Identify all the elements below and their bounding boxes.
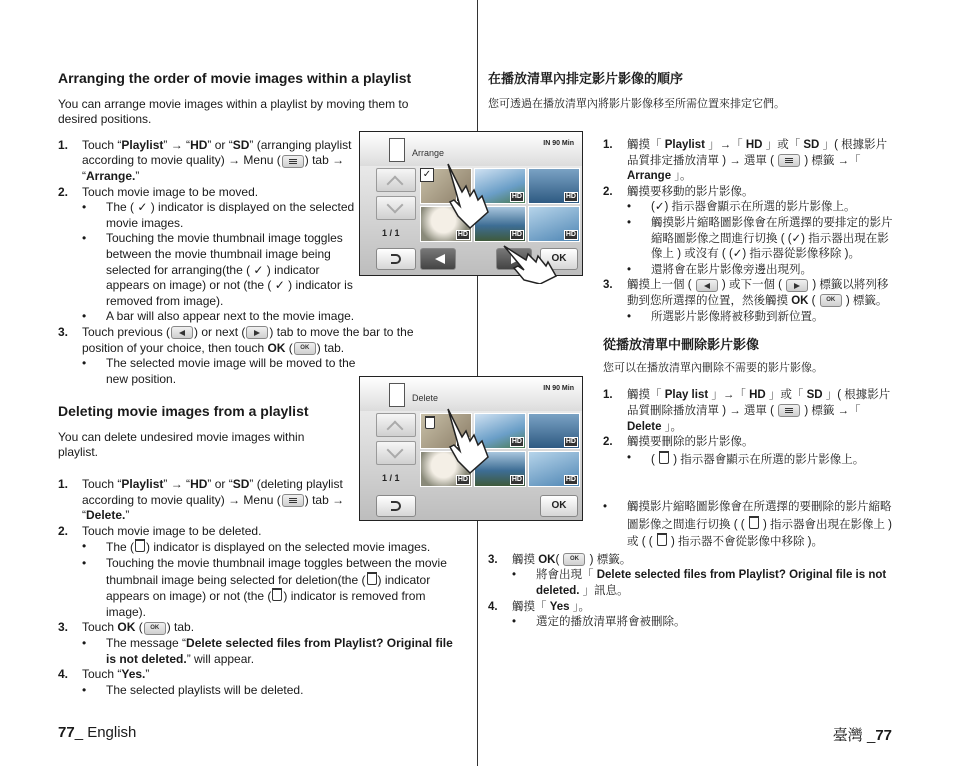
menu-icon bbox=[778, 404, 800, 417]
text: ) 指示器會出現在影像上 ) 或 ( ( bbox=[627, 518, 892, 549]
hd-badge: HD bbox=[565, 193, 576, 200]
previous-icon bbox=[696, 279, 718, 292]
text: ” or “ bbox=[207, 137, 233, 152]
text: 」訊息。 bbox=[579, 584, 629, 597]
trash-icon bbox=[425, 416, 435, 429]
bullet bbox=[512, 615, 895, 631]
zh-step-3 bbox=[603, 278, 895, 325]
bullet-dot: • bbox=[603, 501, 608, 513]
time-remaining: 90 Min bbox=[552, 385, 574, 392]
bullet bbox=[627, 451, 895, 469]
trash-icon bbox=[367, 572, 377, 585]
text: ” (arranging playlist according to movie quality) → Menu ( bbox=[82, 137, 352, 168]
text: 觸摸影片縮略圖影像會在所選擇的要排定的影片縮略圖影像之間進行切換 ( (✓) 指示器出現在影像上 ) 或沒有 ( (✓) 指示器從影像移除 )。 bbox=[651, 216, 893, 261]
text: ) tab. bbox=[166, 620, 195, 635]
text: ( bbox=[808, 294, 819, 307]
step-number: 3. bbox=[58, 620, 69, 635]
text: Touch movie image to be moved. bbox=[82, 184, 259, 199]
text: 觸摸要刪除的影片影像。 bbox=[627, 436, 754, 449]
text: ) 標籤。 bbox=[586, 553, 632, 566]
text: ) 標籤 →「 bbox=[801, 154, 861, 167]
bullet bbox=[603, 500, 895, 551]
text: OK bbox=[538, 553, 556, 566]
text: ” bbox=[135, 168, 140, 183]
text: ) indicator is displayed on the selected movie images. bbox=[146, 540, 431, 555]
hd-badge: HD bbox=[565, 438, 576, 445]
text: Delete bbox=[627, 420, 662, 433]
heading-delete-zh: 從播放清單中刪除影片影像 bbox=[603, 337, 760, 353]
check-indicator: ✓ bbox=[420, 168, 434, 182]
text: The message “ bbox=[106, 636, 187, 650]
page-number-left bbox=[58, 724, 136, 741]
heading-arrange: Arranging the order of movie images within a playlist bbox=[58, 70, 412, 86]
ok-button[interactable]: OK bbox=[540, 248, 578, 270]
bullet-dot: • bbox=[82, 309, 87, 324]
text: HD bbox=[190, 477, 208, 492]
hd-badge: HD bbox=[511, 231, 522, 238]
zh-del-step-2 bbox=[603, 435, 895, 468]
bullet-dot: • bbox=[82, 200, 87, 215]
bullet bbox=[512, 568, 895, 599]
menu-icon bbox=[282, 494, 304, 507]
page-indicator: 1 / 1 bbox=[382, 473, 400, 483]
text: Touch “ bbox=[82, 137, 122, 152]
bullet-dot: • bbox=[82, 636, 87, 650]
status-indicator bbox=[543, 140, 574, 147]
page-indicator: 1 / 1 bbox=[382, 228, 400, 238]
menu-icon bbox=[778, 154, 800, 167]
step-2 bbox=[58, 185, 382, 325]
bullet bbox=[627, 216, 895, 263]
text: ) tab. bbox=[316, 340, 345, 355]
text: Playlist bbox=[121, 137, 164, 152]
heading-delete: Deleting movie images from a playlist bbox=[58, 403, 309, 420]
trash-icon bbox=[135, 539, 145, 552]
step-number: 3. bbox=[488, 553, 498, 566]
text: The selected movie image will be moved to the new position. bbox=[106, 356, 356, 386]
text: Arrange. bbox=[86, 168, 136, 183]
text: 觸摸上一個 ( bbox=[627, 279, 695, 292]
text: Touching the movie thumbnail image toggles between the movie thumbnail image being selected for deletion(the ( bbox=[106, 556, 447, 587]
text: 觸摸 bbox=[512, 553, 539, 566]
hand-icon bbox=[500, 244, 560, 284]
zh-del-step-3 bbox=[488, 553, 895, 600]
text: The ( bbox=[106, 540, 135, 555]
hd-badge: HD bbox=[457, 231, 468, 238]
text: 將會出現「 bbox=[536, 569, 597, 582]
bullet bbox=[82, 539, 462, 556]
text: 」→「 bbox=[704, 139, 746, 151]
bullet-dot: • bbox=[82, 539, 87, 554]
back-icon bbox=[391, 254, 401, 264]
step-number: 1. bbox=[603, 139, 613, 151]
page-number: 77 bbox=[58, 724, 75, 741]
text: HD bbox=[745, 139, 763, 151]
zh-del-step-4 bbox=[488, 600, 895, 631]
scroll-up-button[interactable] bbox=[376, 413, 416, 437]
bullet bbox=[82, 309, 406, 325]
status-indicator bbox=[543, 385, 574, 392]
scroll-down-button[interactable] bbox=[376, 441, 416, 465]
text: ) indicator is removed from image). bbox=[106, 589, 426, 619]
bullet-dot: • bbox=[627, 201, 632, 214]
text: ) 或下一個 ( bbox=[718, 279, 786, 292]
text: 還將會在影片影像旁邊出現列。 bbox=[651, 263, 812, 276]
bullet bbox=[82, 636, 462, 667]
text: ) tab to move the bar to the position of your choice, then touch bbox=[82, 324, 414, 355]
text: ” (deleting playlist according to movie quality) → Menu ( bbox=[82, 477, 343, 507]
text: ) 標籤。 bbox=[842, 294, 888, 307]
text: Touch previous ( bbox=[82, 324, 171, 339]
text: HD bbox=[190, 137, 208, 152]
previous-icon bbox=[435, 254, 445, 264]
text: OK bbox=[791, 294, 809, 307]
text: 觸摸「 bbox=[512, 600, 550, 613]
bullet bbox=[82, 683, 462, 699]
text: SD bbox=[232, 137, 250, 152]
text: 」。 bbox=[671, 170, 692, 183]
text: Delete selected files from Playlist? Original file is not deleted. bbox=[536, 569, 887, 597]
text: 選定的播放清單將會被刪除。 bbox=[536, 616, 686, 629]
text: 」( 根據影片品質刪除播放清單 ) → 選單 ( bbox=[627, 389, 891, 417]
text: OK bbox=[117, 620, 136, 635]
chinese-column bbox=[488, 71, 898, 112]
bullet-dot: • bbox=[82, 682, 87, 697]
card-status: IN bbox=[543, 140, 551, 147]
playlist-icon bbox=[389, 383, 405, 407]
bullet bbox=[627, 310, 895, 326]
text: 」或「 bbox=[762, 139, 804, 151]
thumbnail[interactable] bbox=[528, 451, 580, 487]
hd-badge: HD bbox=[511, 438, 522, 445]
bullet-dot: • bbox=[82, 231, 87, 246]
bullet-dot: • bbox=[512, 616, 517, 629]
text: ) 指示器不會從影像中移除 )。 bbox=[667, 536, 823, 549]
text: ” → “ bbox=[163, 477, 191, 492]
text: 」( 根據影片品質排定播放清單 ) → 選單 ( bbox=[627, 139, 888, 167]
chinese-steps-delete bbox=[488, 500, 895, 631]
thumbnail[interactable] bbox=[528, 206, 580, 242]
text: (✓) 指示器會顯示在所選的影片影像上。 bbox=[651, 201, 856, 214]
intro-delete-zh: 您可以在播放清單內刪除不需要的影片影像。 bbox=[603, 361, 823, 374]
step-number: 1. bbox=[58, 137, 69, 152]
bullet-dot: • bbox=[627, 216, 632, 229]
next-icon bbox=[246, 326, 268, 339]
zh-del-step-1 bbox=[603, 388, 895, 435]
text: Yes bbox=[549, 600, 570, 613]
bullet bbox=[82, 356, 356, 387]
hd-badge: HD bbox=[457, 476, 468, 483]
step-1 bbox=[58, 138, 382, 185]
back-button[interactable] bbox=[376, 495, 416, 517]
del-step-1 bbox=[58, 477, 357, 524]
text: 」→「 bbox=[708, 389, 750, 402]
thumbnail[interactable] bbox=[528, 413, 580, 449]
step-number: 3. bbox=[58, 324, 69, 339]
text: Touch movie image to be deleted. bbox=[82, 523, 262, 538]
time-remaining: 90 Min bbox=[552, 140, 574, 147]
hd-badge: HD bbox=[511, 476, 522, 483]
language-label: 臺灣 _ bbox=[832, 727, 876, 744]
arrange-screen bbox=[359, 131, 583, 276]
text: SD bbox=[803, 139, 820, 151]
text: Delete. bbox=[86, 508, 126, 523]
text: Touch “ bbox=[82, 477, 122, 492]
text: Play list bbox=[664, 389, 709, 402]
hd-badge: HD bbox=[565, 476, 576, 483]
back-button[interactable] bbox=[376, 248, 416, 270]
page-number: 77 bbox=[875, 727, 892, 744]
bullet-dot: • bbox=[627, 263, 632, 276]
del-step-2 bbox=[58, 524, 462, 621]
intro-delete: You can delete undesired movie images within playlist. bbox=[58, 429, 305, 460]
bullet-dot: • bbox=[627, 310, 632, 323]
text: 觸摸要移動的影片影像。 bbox=[627, 185, 754, 198]
text: HD bbox=[749, 389, 766, 402]
text: Delete selected files from Playlist? Original file is not deleted. bbox=[106, 636, 453, 666]
screen-titlebar bbox=[360, 377, 582, 411]
next-icon bbox=[786, 279, 808, 292]
language-label: _ English bbox=[74, 724, 137, 741]
text: Arrange bbox=[627, 170, 672, 183]
bullet bbox=[82, 231, 356, 309]
text: ) tab → “ bbox=[82, 492, 345, 523]
text: ( bbox=[285, 340, 293, 355]
text: 觸摸影片縮略圖影像會在所選擇的要刪除的影片縮略圖影像之間進行切換 ( ( bbox=[627, 501, 892, 531]
text: ) or next ( bbox=[194, 324, 246, 339]
step-number: 2. bbox=[603, 185, 613, 198]
text: ” bbox=[145, 667, 150, 682]
heading-arrange-zh: 在播放清單內排定影片影像的順序 bbox=[488, 71, 684, 86]
text: Touching the movie thumbnail image toggles between the movie thumbnail image being selected for arranging(the ( ✓ ) indicator appears on image) or not (the ( ✓ ) indicator is removed from image). bbox=[106, 231, 353, 308]
text: ) indicator appears on image) or not (the ( bbox=[106, 572, 431, 604]
trash-icon bbox=[657, 533, 667, 546]
hd-badge: HD bbox=[565, 231, 576, 238]
card-status: IN bbox=[543, 385, 551, 392]
page-number-right bbox=[833, 724, 892, 745]
ok-icon bbox=[144, 622, 166, 635]
screen-titlebar bbox=[360, 132, 582, 166]
text: 觸摸「 bbox=[627, 389, 665, 402]
text: ” bbox=[125, 508, 130, 523]
del-step-3 bbox=[58, 620, 462, 667]
screen-title: Arrange bbox=[412, 148, 445, 158]
text: ” → “ bbox=[163, 137, 191, 152]
step-number: 4. bbox=[488, 600, 498, 613]
bullet bbox=[627, 200, 895, 216]
text: Yes. bbox=[121, 667, 146, 682]
text: OK bbox=[267, 340, 286, 355]
intro-arrange: You can arrange movie images within a playlist by moving them to desired positions. bbox=[58, 96, 409, 127]
step-number: 3. bbox=[603, 279, 613, 292]
text: The selected playlists will be deleted. bbox=[106, 682, 304, 697]
text: ( bbox=[651, 453, 659, 466]
step-number: 2. bbox=[58, 523, 69, 538]
text: ) 指示器會顯示在所選的影片影像上。 bbox=[670, 453, 865, 466]
bullet bbox=[627, 263, 895, 279]
previous-icon bbox=[171, 326, 193, 339]
text: SD bbox=[232, 477, 250, 492]
back-icon bbox=[391, 501, 401, 511]
step-number: 1. bbox=[603, 389, 613, 402]
ok-button[interactable]: OK bbox=[540, 495, 578, 517]
text: The ( ✓ ) indicator is displayed on the selected movie images. bbox=[106, 200, 355, 230]
zh-step-2 bbox=[603, 185, 895, 279]
text: 所選影片影像將被移動到新位置。 bbox=[651, 310, 824, 323]
text: 觸摸「 bbox=[627, 139, 665, 151]
text: ( bbox=[135, 620, 143, 635]
ok-icon bbox=[820, 294, 842, 307]
text: Playlist bbox=[664, 139, 705, 151]
bullet-dot: • bbox=[512, 569, 517, 582]
trash-icon bbox=[749, 516, 759, 529]
bullet-dot: • bbox=[82, 556, 87, 571]
step-number: 2. bbox=[603, 436, 613, 449]
del-step-4 bbox=[58, 667, 462, 698]
text: SD bbox=[806, 389, 823, 402]
ok-icon bbox=[563, 553, 585, 566]
bullet bbox=[82, 200, 382, 231]
text: ) tab → “ bbox=[82, 153, 345, 183]
zh-step-1 bbox=[603, 138, 895, 185]
intro-arrange-zh: 您可透過在播放清單內將影片影像移至所需位置來排定它們。 bbox=[488, 97, 785, 110]
step-number: 2. bbox=[58, 184, 69, 199]
text: Playlist bbox=[121, 477, 164, 492]
hand-icon bbox=[440, 162, 500, 232]
playlist-icon bbox=[389, 138, 405, 162]
bullet-dot: • bbox=[627, 451, 632, 464]
text: ) 標籤以將列移動到您所選擇的位置，然後觸摸 bbox=[627, 279, 889, 307]
trash-icon bbox=[272, 588, 282, 601]
ok-icon bbox=[294, 342, 316, 355]
scroll-down-button[interactable] bbox=[376, 196, 416, 220]
text: Touch “ bbox=[82, 667, 122, 682]
step-number: 1. bbox=[58, 477, 69, 492]
bullet bbox=[82, 556, 462, 620]
menu-icon bbox=[282, 155, 304, 168]
text: 」。 bbox=[569, 600, 590, 613]
thumbnail[interactable] bbox=[528, 168, 580, 204]
bullet-dot: • bbox=[82, 356, 87, 371]
hd-badge: HD bbox=[511, 193, 522, 200]
hand-icon bbox=[440, 407, 500, 477]
text: ” will appear. bbox=[186, 651, 255, 666]
step-number: 4. bbox=[58, 667, 69, 682]
text: Touch bbox=[82, 620, 118, 635]
text: ( bbox=[555, 553, 563, 566]
text: A bar will also appear next to the movie image. bbox=[106, 309, 355, 324]
text: 」。 bbox=[661, 420, 682, 433]
chinese-steps-arrange bbox=[603, 138, 895, 468]
text: ” or “ bbox=[207, 477, 233, 492]
scroll-up-button[interactable] bbox=[376, 168, 416, 192]
text: 」或「 bbox=[765, 389, 807, 402]
text: ) 標籤 →「 bbox=[801, 404, 861, 417]
previous-button[interactable] bbox=[420, 248, 456, 270]
trash-icon bbox=[659, 451, 669, 464]
screen-title: Delete bbox=[412, 393, 439, 403]
